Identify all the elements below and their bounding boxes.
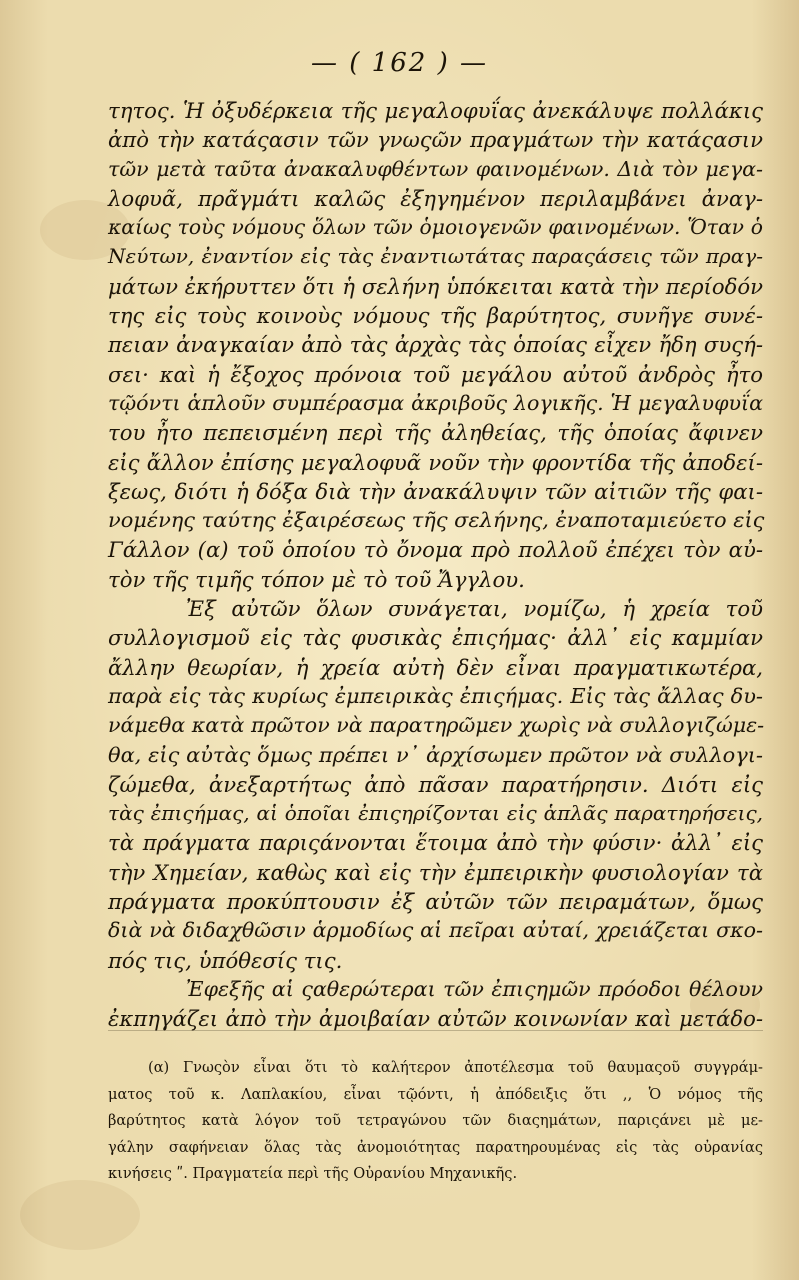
text-line: νομένης ταύτης ἐξαιρέσεως τῆς σελήνης, ἐναποταμιεύετο εἰς (108, 508, 765, 533)
text-line: πειαν ἀναγκαίαν ἀπὸ τὰς ἀρχὰς τὰς ὁποίας εἶχεν ἤδη συςή- (108, 332, 763, 358)
footnote-line: βαρύτητος κατὰ λόγον τοῦ τετραγώνου τῶν διαςημάτων, παριςάνει μὲ με- (108, 1112, 763, 1129)
text-line: της εἰς τοὺς κοινοὺς νόμους τῆς βαρύτητος, συνῆγε συνέ- (108, 303, 763, 329)
text-line: θα, εἰς αὐτὰς ὅμως πρέπει ν᾽ ἀρχίσωμεν πρῶτον νὰ συλλογι- (108, 742, 763, 767)
text-line: τῶν μετὰ ταῦτα ἀνακαλυφθέντων φαινομένων. Διὰ τὸν μεγα- (108, 156, 763, 181)
text-line: πός τις, ὑπόθεσίς τις. (108, 947, 343, 973)
footnote-line: κινήσεις ʺ. Πραγματεία περὶ τῆς Οὐρανίου Μηχανικῆς. (108, 1165, 518, 1182)
text-line: ἐκπηγάζει ἀπὸ τὴν ἀμοιβαίαν αὐτῶν κοινωνίαν καὶ μετάδο- (108, 1006, 763, 1032)
footnote-line: γάλην σαφήνειαν ὅλας τὰς ἀνομοιότητας παρατηρουμένας εἰς τὰς οὐρανίας (108, 1138, 763, 1156)
paragraph-start-line: Ἐφεξῆς αἱ ςαθερώτεραι τῶν ἐπιςημῶν πρόοδοι θέλουν (186, 976, 763, 1001)
main-text (108, 96, 763, 1034)
text-line: εἰς ἄλλον ἐπίσης μεγαλοφυᾶ νοῦν τὴν φροντίδα τῆς ἀποδεί- (108, 449, 763, 475)
text-line: Νεύτων, ἐναντίον εἰς τὰς ἐναντιωτάτας παραςάσεις τῶν πραγ- (108, 244, 763, 269)
text-line: ἄλλην θεωρίαν, ἡ χρεία αὐτὴ δὲν εἶναι πραγματικωτέρα, (108, 654, 763, 680)
footnote (108, 1055, 763, 1188)
text-line: ζώμεθα, ἀνεξαρτήτως ἀπὸ πᾶσαν παρατήρησιν. Διότι εἰς (108, 771, 763, 797)
footnote-line: ματος τοῦ κ. Λαπλακίου, εἶναι τῷόντι, ἡ ἀπόδειξις ὅτι ,, Ὁ νόμος τῆς (108, 1085, 763, 1103)
text-line: τὰ πράγματα παριςάνονται ἕτοιμα ἀπὸ τὴν φύσιν· ἀλλ᾽ εἰς (108, 830, 763, 856)
text-line: μάτων ἐκήρυττεν ὅτι ἡ σελήνη ὑπόκειται κατὰ τὴν περίοδόν (108, 273, 763, 299)
text-line: διὰ νὰ διδαχθῶσιν ἁρμοδίως αἱ πεῖραι αὐταί, χρειάζεται σκο- (108, 918, 763, 943)
text-line: ξεως, διότι ἡ δόξα διὰ τὴν ἀνακάλυψιν τῶν αἰτιῶν τῆς φαι- (108, 478, 763, 504)
text-line: παρὰ εἰς τὰς κυρίως ἐμπειρικὰς ἐπιςήμας. Εἰς τὰς ἄλλας δυ- (108, 683, 763, 708)
footnote-divider (108, 1030, 763, 1031)
text-line: σει· καὶ ἡ ἔξοχος πρόνοια τοῦ μεγάλου αὐτοῦ ἀνδρὸς ἦτο (108, 361, 763, 387)
text-line: τὸν τῆς τιμῆς τόπον μὲ τὸ τοῦ Ἄγγλου. (108, 566, 525, 592)
text-line: τὴν Χημείαν, καθὼς καὶ εἰς τὴν ἐμπειρικὴν φυσιολογίαν τὰ (108, 859, 763, 885)
text-line: τῷόντι ἁπλοῦν συμπέρασμα ἀκριβοῦς λογικῆς. Ἡ μεγαλυφυΐα (108, 390, 763, 415)
text-line: τητος. Ἡ ὀξυδέρκεια τῆς μεγαλοφυΐας ἀνεκάλυψε πολλάκις (108, 98, 763, 123)
paragraph-start-line: Ἐξ αὐτῶν ὅλων συνάγεται, νομίζω, ἡ χρεία τοῦ (186, 596, 763, 622)
paper-stain (20, 1180, 140, 1250)
text-line: πράγματα προκύπτουσιν ἐξ αὐτῶν τῶν πειραμάτων, ὅμως (108, 889, 763, 915)
text-line: λοφυᾶ, πρᾶγμάτι καλῶς ἐξηγημένον περιλαμβάνει ἀναγ- (108, 185, 763, 211)
text-line: καίως τοὺς νόμους ὅλων τῶν ὁμοιογενῶν φαινομένων. Ὅταν ὁ (108, 215, 763, 240)
text-line: συλλογισμοῦ εἰς τὰς φυσικὰς ἐπιςήμας· ἀλλ᾽ εἰς καμμίαν (108, 625, 763, 651)
text-line: Γάλλον (α) τοῦ ὁποίου τὸ ὄνομα πρὸ πολλοῦ ἐπέχει τὸν αὐ- (108, 537, 763, 563)
text-line: νάμεθα κατὰ πρῶτον νὰ παρατηρῶμεν χωρὶς νὰ συλλογιζώμε- (108, 713, 765, 738)
page-number-header: — ( 162 ) — (311, 48, 488, 78)
footnote-line: (α) Γνωςὸν εἶναι ὅτι τὸ καλήτερον ἀποτέλεσμα τοῦ θαυμαςοῦ συγγράμ- (148, 1059, 763, 1076)
text-line: τὰς ἐπιςήμας, αἱ ὁποῖαι ἐπιςηρίζονται εἰς ἁπλᾶς παρατηρήσεις, (108, 801, 763, 826)
text-line: του ἦτο πεπεισμένη περὶ τῆς ἀληθείας, τῆς ὁποίας ἄφινεν (108, 420, 763, 446)
text-line: ἀπὸ τὴν κατάςασιν τῶν γνωςῶν πραγμάτων τὴν κατάςασιν (108, 127, 763, 153)
